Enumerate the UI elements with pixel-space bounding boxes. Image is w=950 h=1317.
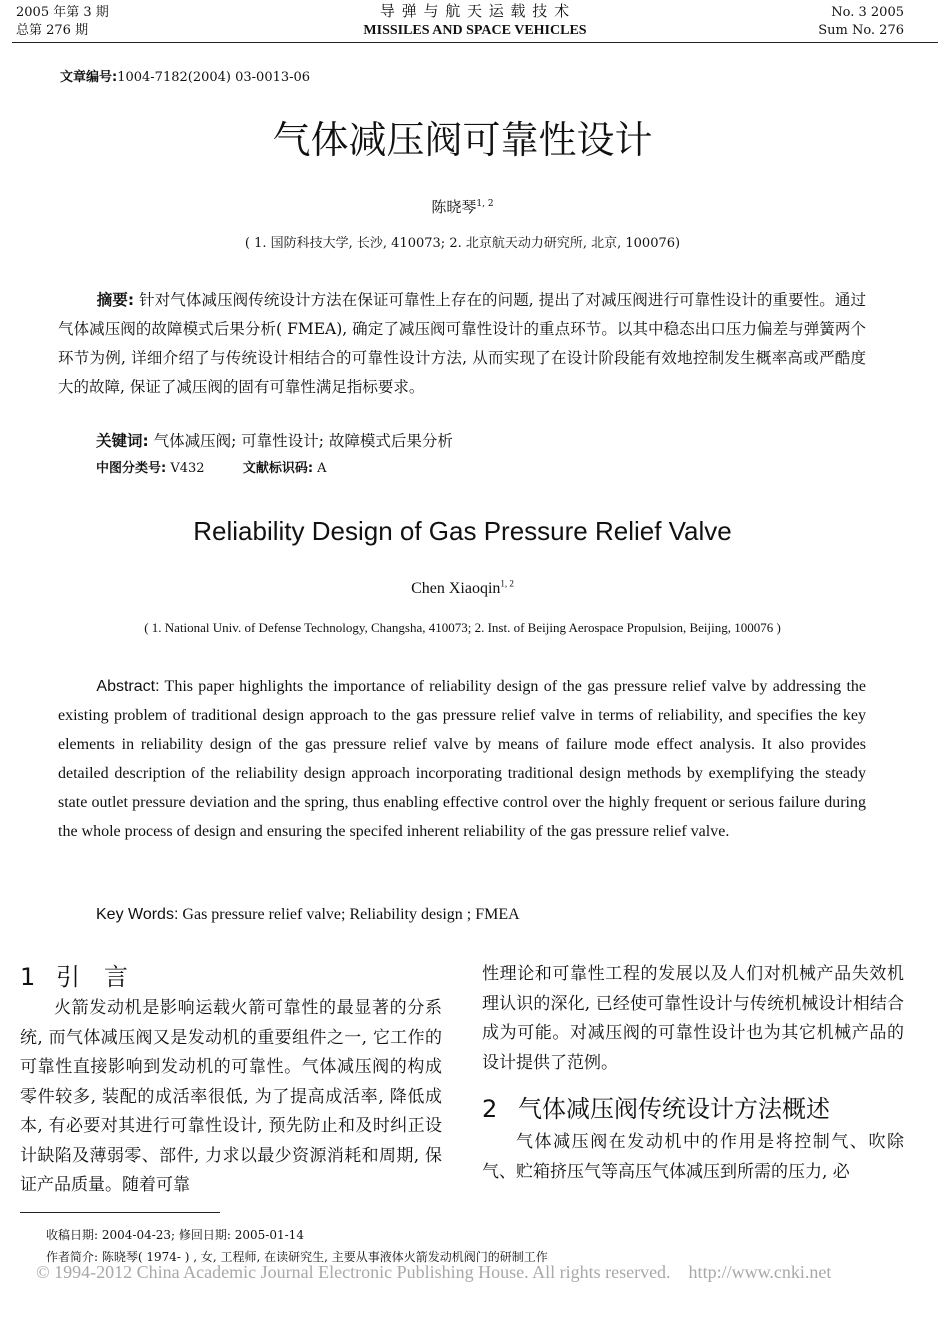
footnote-received: 收稿日期: 2004-04-23; 修回日期: 2005-01-14	[46, 1228, 304, 1242]
abstract-en	[58, 672, 866, 846]
page-title-en: Reliability Design of Gas Pressure Relief Valve	[193, 516, 732, 546]
author-en	[0, 580, 925, 598]
article-id	[60, 66, 310, 85]
abstract-en-text: This paper highlights the importance of reliability design of the gas pressure relief valve by addressing the existing problem of traditional design approach to the gas pressure relief valve in terms of reliability, and specifies the key elements in reliability design of the gas pressure relief valve by means of failure mode effect analysis. It also provides detailed description of the reliability design approach incorporating traditional design methods by exemplifying the steady state outlet pressure deviation and the spring, thus enabling effective control over the highly frequent or serious failure during the whole process of design and ensuring the specifed inherent reliability of the gas pressure relief valve.	[58, 678, 866, 840]
section-2-paragraph: 气体减压阀在发动机中的作用是将控制气、吹除气、贮箱挤压气等高压气体减压到所需的压力, 必	[482, 1132, 904, 1182]
author-en-sup: 1, 2	[500, 578, 514, 589]
class-label: 中图分类号:	[96, 461, 167, 476]
footnote-rule	[20, 1212, 220, 1213]
journal-title-en: MISSILES AND SPACE VEHICLES	[363, 23, 587, 38]
keywords-cn-text: 气体减压阀; 可靠性设计; 故障模式后果分析	[148, 432, 453, 450]
section-1-number: 1	[20, 963, 36, 991]
author-en-name: Chen Xiaoqin	[411, 580, 501, 597]
header-issue-cn: 2005 年第 3 期	[16, 5, 109, 20]
author-cn-name: 陈晓琴	[431, 198, 477, 216]
affiliation-cn: ( 1. 国防科技大学, 长沙, 410073; 2. 北京航天动力研究所, 北京, 100076)	[244, 236, 681, 251]
keywords-en-text: Gas pressure relief valve; Reliability design ; FMEA	[178, 906, 520, 923]
watermark: © 1994-2012 China Academic Journal Electronic Publishing House. All rights reserved. http://www.cnki.net	[36, 1262, 832, 1282]
affiliation-en: ( 1. National Univ. of Defense Technology, Changsha, 410073; 2. Inst. of Beijing Aerospace Propulsion, Beijing, 100076 )	[144, 620, 781, 635]
author-cn-sup: 1, 2	[476, 199, 494, 209]
doc-code-value: A	[313, 461, 327, 476]
section-1-paragraph-cont: 性理论和可靠性工程的发展以及人们对机械产品失效机理认识的深化, 已经使可靠性设计与传统机械设计相结合成为可能。对减压阀的可靠性设计也为其它机械产品的设计提供了范例。	[482, 964, 904, 1073]
section-2-number: 2	[482, 1095, 498, 1123]
abstract-cn-text: 针对气体减压阀传统设计方法在保证可靠性上存在的问题, 提出了对减压阀进行可靠性设计的重要性。通过气体减压阀的故障模式后果分析( FMEA), 确定了减压阀可靠性设计的重点环节。以其中稳态出口压力偏差与弹簧两个环节为例, 详细介绍了与传统设计相结合的可靠性设计方法, 从而实现了在设计阶段能有效地控制发生概率高或严酷度大的故障, 保证了减压阀的固有可靠性满足指标要求。	[58, 291, 866, 396]
header-sum-cn: 总第 276 期	[16, 23, 89, 38]
keywords-cn-label: 关键词:	[96, 432, 149, 450]
article-id-value: 1004-7182(2004) 03-0013-06	[117, 70, 311, 85]
abstract-en-label: Abstract:	[96, 678, 160, 695]
keywords-en-label: Key Words:	[96, 906, 179, 923]
author-cn	[0, 196, 925, 217]
classification	[96, 459, 327, 479]
header-sum-en: Sum No. 276	[818, 23, 904, 38]
section-2-title: 气体减压阀传统设计方法概述	[518, 1095, 830, 1123]
class-value: V432	[166, 461, 205, 476]
article-id-label: 文章编号:	[60, 70, 118, 85]
abstract-cn	[58, 286, 866, 402]
section-1-heading	[20, 962, 128, 992]
journal-title-cn: 导 弹 与 航 天 运 载 技 术	[379, 2, 571, 20]
footnote-author-bio: 作者简介: 陈晓琴( 1974- ) , 女, 工程师, 在读研究生, 主要从事液体火箭发动机阀门的研制工作	[46, 1250, 548, 1264]
section-2-heading	[482, 1094, 830, 1124]
header-rule	[12, 42, 938, 43]
abstract-cn-label: 摘要:	[96, 291, 135, 309]
header-issue-en: No. 3 2005	[831, 5, 904, 20]
keywords-cn	[96, 430, 453, 452]
page-title-cn: 气体减压阀可靠性设计	[272, 118, 653, 162]
section-1-paragraph: 火箭发动机是影响运载火箭可靠性的最显著的分系统, 而气体减压阀又是发动机的重要组件之一, 它工作的可靠性直接影响到发动机的可靠性。气体减压阀的构成零件较多, 装配的成活率很低, 为了提高成活率, 降低成本, 有必要对其进行可靠性设计, 预先防止和及时纠正设计缺陷及薄弱零、部件, 力求以最少资源消耗和周期, 保证产品质量。随着可靠	[20, 998, 442, 1195]
section-1-title: 引 言	[56, 963, 128, 991]
keywords-en	[96, 904, 520, 926]
doc-code-label: 文献标识码:	[242, 461, 314, 476]
